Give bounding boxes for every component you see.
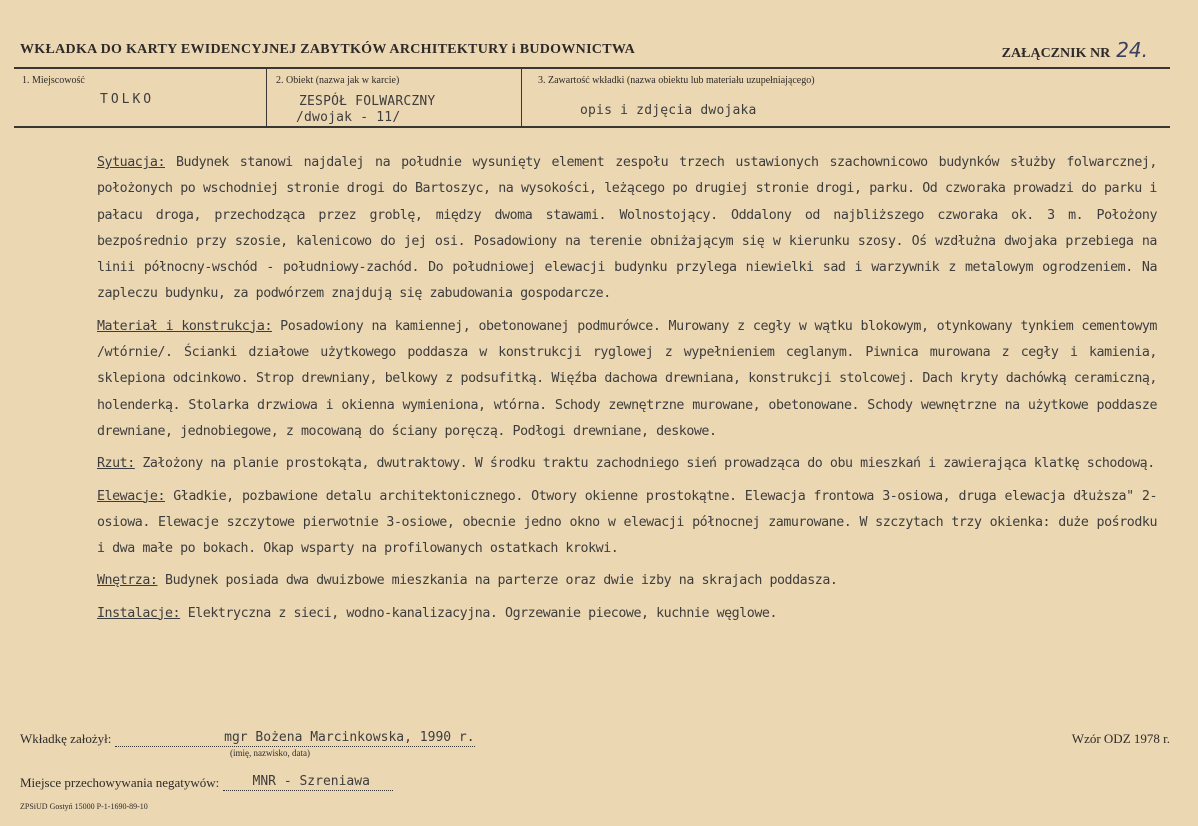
- section-interiors: [97, 568, 1157, 594]
- section-situation: [97, 150, 1157, 308]
- object-value-line1: ZESPÓŁ FOLWARCZNY: [299, 94, 436, 109]
- header-top-rule: [14, 67, 1170, 69]
- section-text: Posadowiony na kamiennej, obetonowanej podmurówce. Murowany z cegły w wątku blokowym, otynkowany tynkiem cementowym /wtórnie/. Ścianki działowe użytkowego poddasza w konstrukcji ryglowej z wypełnieniem ceglanym. Piwnica murowana z cegły i kamienia, sklepiona odcinkowo. Strop drewniany, belkowy z podsufitką. Więźba dachowa drewniana, konstrukcji stolcowej. Dach kryty dachówką ceramiczną, holenderką. Stolarka drzwiowa i okienna wymieniona, wtórna. Schody zewnętrzne murowane, obetonowane. Schody wewnętrzne na użytkowe poddasze drewniane, jednobiegowe, z mocowaną do ściany poręczą. Podłogi drewniane, deskowe.: [97, 318, 1157, 439]
- founder-row: [20, 731, 475, 747]
- storage-row: [20, 775, 393, 791]
- storage-label: Miejsce przechowywania negatywów:: [20, 775, 220, 790]
- column-divider-2: [521, 69, 522, 126]
- founder-field: [115, 732, 475, 747]
- object-label: 2. Obiekt (nazwa jak w karcie): [276, 75, 400, 86]
- section-text: Budynek stanowi najdalej na południe wysunięty element zespołu trzech ustawionych szachownicowo budynków służby folwarcznej, położonych po wschodniej stronie drogi do Bartoszyc, na wysokości, leżącego po drugiej stronie drogi, parku. Od czworaka prowadzi do parku i pałacu droga, przechodząca przez groblę, między dwoma stawami. Wolnostojący. Oddalony od najbliższego czworaka ok. 3 m. Położony bezpośrednio przy szosie, kalenicowo do jej osi. Posadowiony na terenie obniżającym się w kierunku szosy. Oś wzdłużna dwojaka przebiega na linii północny-wschód - południowy-zachód. Do południowej elewacji budynku przylega niewielki sad i warzywnik z metalowym ogrodzeniem. Na zapleczu budynku, za podwórzem znajdują się zabudowania gospodarcze.: [97, 155, 1157, 302]
- column-divider-1: [266, 69, 267, 126]
- section-installations: [97, 601, 1157, 627]
- annex-number: [1002, 38, 1148, 62]
- form-title: WKŁADKA DO KARTY EWIDENCYJNEJ ZABYTKÓW ARCHITEKTURY i BUDOWNICTWA: [20, 42, 636, 57]
- section-label: Materiał i konstrukcja:: [97, 318, 272, 334]
- printer-note: ZPSiUD Gostyń 15000 P-1-1690-89-10: [20, 802, 148, 811]
- object-value-line2: /dwojak - 11/: [296, 110, 401, 125]
- section-text: Elektryczna z sieci, wodno-kanalizacyjna. Ogrzewanie piecowe, kuchnie węglowe.: [187, 605, 778, 621]
- annex-handwritten-number: 24.: [1116, 38, 1148, 62]
- founder-label: Wkładkę założył:: [20, 731, 112, 746]
- section-plan: [97, 451, 1157, 477]
- description-body: [97, 150, 1157, 633]
- header-bottom-rule: [14, 126, 1170, 128]
- contents-label: 3. Zawartość wkładki (nazwa obiektu lub materiału uzupełniającego): [538, 75, 815, 86]
- locality-label: 1. Miejscowość: [22, 75, 85, 86]
- section-label: Rzut:: [97, 456, 135, 472]
- storage-field: [223, 776, 393, 791]
- contents-value: opis i zdjęcia dwojaka: [580, 103, 757, 118]
- section-label: Wnętrza:: [97, 573, 158, 589]
- locality-value: TOLKO: [100, 92, 155, 107]
- annex-label: ZAŁĄCZNIK NR: [1001, 46, 1111, 61]
- section-text: Założony na planie prostokąta, dwutraktowy. W środku traktu zachodniego sień prowadząca do obu mieszkań i zawierająca klatkę schodową.: [142, 456, 1155, 472]
- section-material: [97, 314, 1157, 445]
- section-elevations: [97, 484, 1157, 563]
- section-label: Instalacje:: [97, 605, 181, 621]
- founder-value: mgr Bożena Marcinkowska, 1990 r.: [224, 730, 475, 745]
- section-label: Elewacje:: [97, 488, 165, 504]
- section-text: Budynek posiada dwa dwuizbowe mieszkania na parterze oraz dwie izby na skrajach poddasza.: [165, 573, 838, 589]
- form-code: Wzór ODZ 1978 r.: [1071, 731, 1170, 746]
- storage-value: MNR - Szreniawa: [252, 774, 370, 789]
- section-label: Sytuacja:: [97, 155, 165, 170]
- section-text: Gładkie, pozbawione detalu architektonicznego. Otwory okienne prostokątne. Elewacja frontowa 3-osiowa, druga elewacja dłuższa" 2-osiowa. Elewacje szczytowe pierwotnie 3-osiowe, obecnie jedno okno w elewacji północnej zamurowane. W szczytach trzy okienka: duże pośrodku i dwa małe po bokach. Okap wsparty na profilowanych ostatkach krokwi.: [97, 488, 1157, 557]
- founder-hint: (imię, nazwisko, data): [230, 748, 310, 758]
